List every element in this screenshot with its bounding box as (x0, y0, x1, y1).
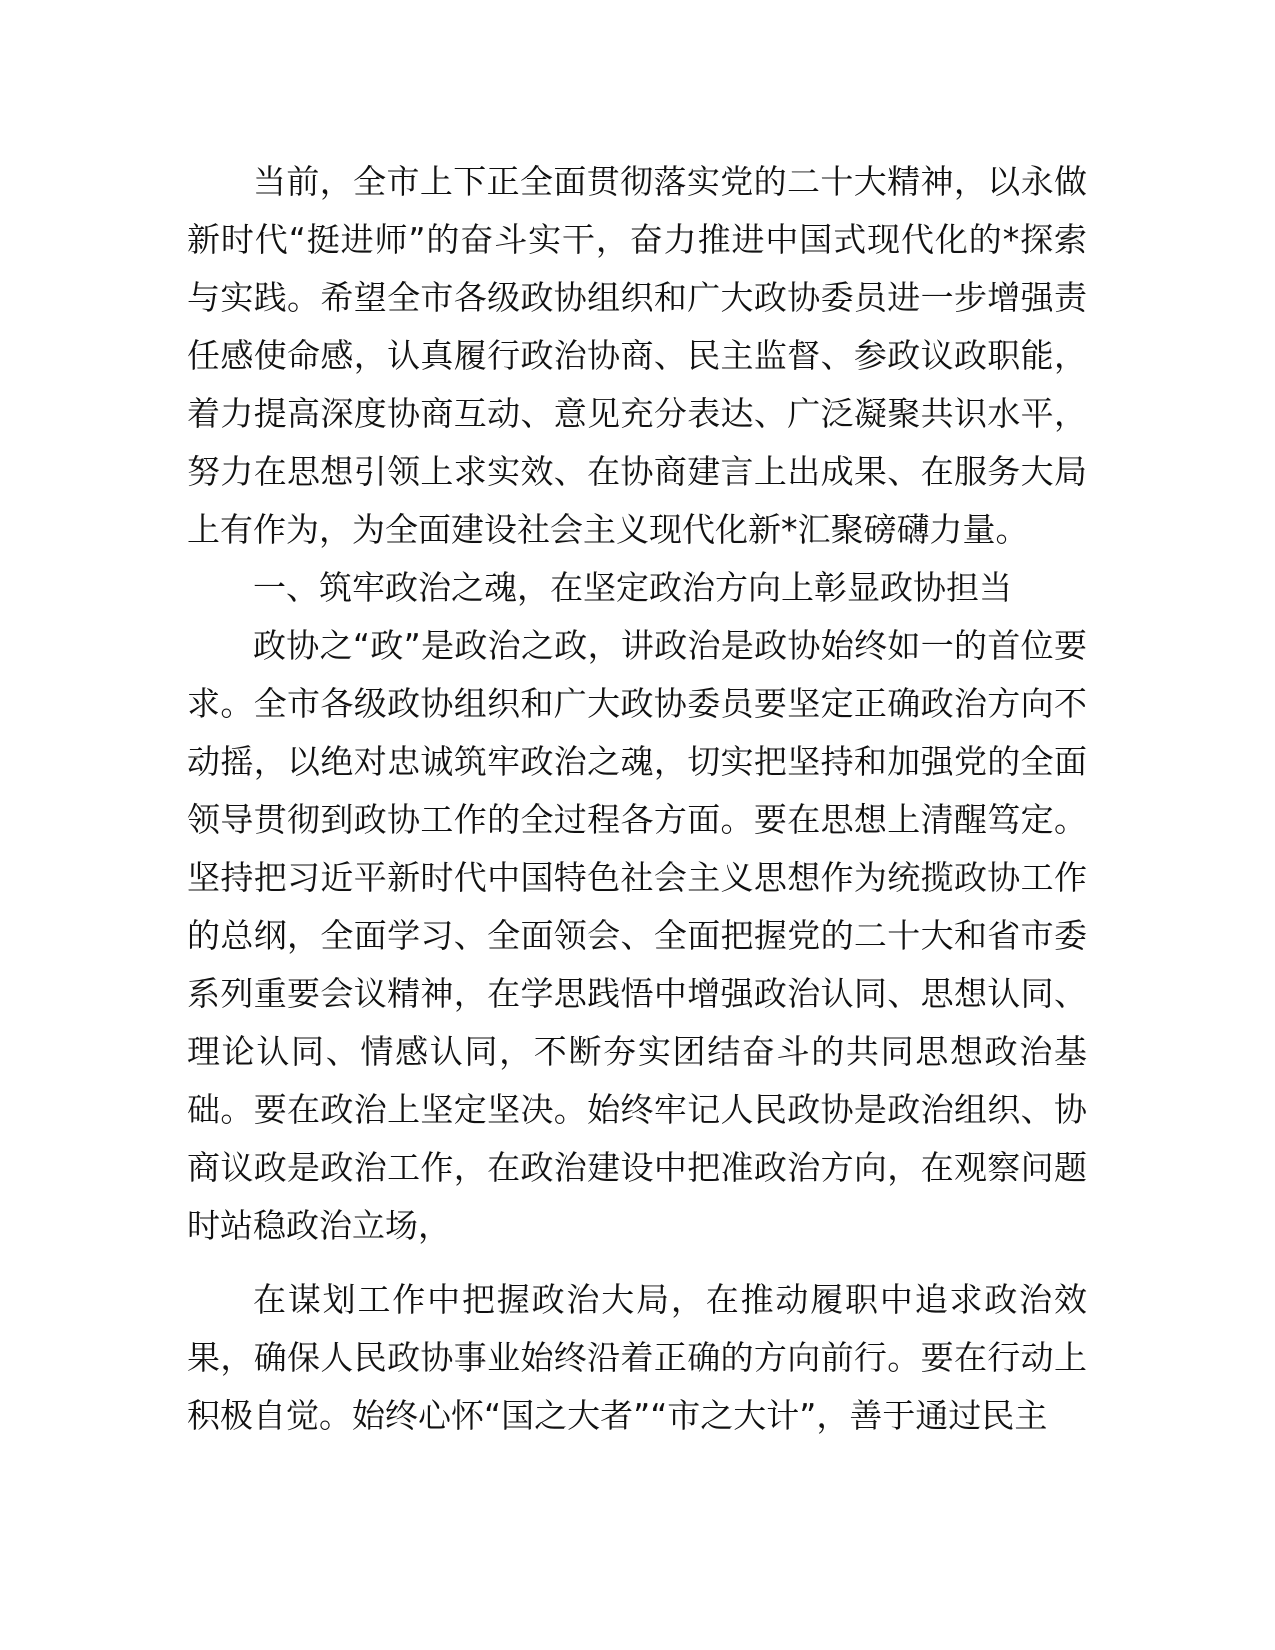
paragraph-continuation: 在谋划工作中把握政治大局，在推动履职中追求政治效果，确保人民政协事业始终沿着正确的方向前行。要在行动上积极自觉。始终心怀“国之大者”“市之大计”，善于通过民主 (187, 1280, 1087, 1435)
paragraph-intro: 当前，全市上下正全面贯彻落实党的二十大精神，以永做新时代“挺进师”的奋斗实干，奋力推进中国式现代化的*探索与实践。希望全市各级政协组织和广大政协委员进一步增强责任感使命感，认真履行政治协商、民主监督、参政议政职能，着力提高深度协商互动、意见充分表达、广泛凝聚共识水平，努力在思想引领上求实效、在协商建言上出成果、在服务大局上有作为，为全面建设社会主义现代化新*汇聚磅礴力量。 (187, 162, 1087, 549)
document-body (187, 153, 1087, 1445)
paragraph-political-direction: 政协之“政”是政治之政，讲政治是政协始终如一的首位要求。全市各级政协组织和广大政协委员要坚定正确政治方向不动摇，以绝对忠诚筑牢政治之魂，切实把坚持和加强党的全面领导贯彻到政协工作的全过程各方面。要在思想上清醒笃定。坚持把习近平新时代中国特色社会主义思想作为统揽政协工作的总纲，全面学习、全面领会、全面把握党的二十大和省市委系列重要会议精神，在学思践悟中增强政治认同、思想认同、理论认同、情感认同，不断夯实团结奋斗的共同思想政治基础。要在政治上坚定坚决。始终牢记人民政协是政治组织、协商议政是政治工作，在政治建设中把准政治方向，在观察问题时站稳政治立场， (187, 626, 1087, 1245)
section-heading-1: 一、筑牢政治之魂，在坚定政治方向上彰显政协担当 (253, 568, 1012, 607)
